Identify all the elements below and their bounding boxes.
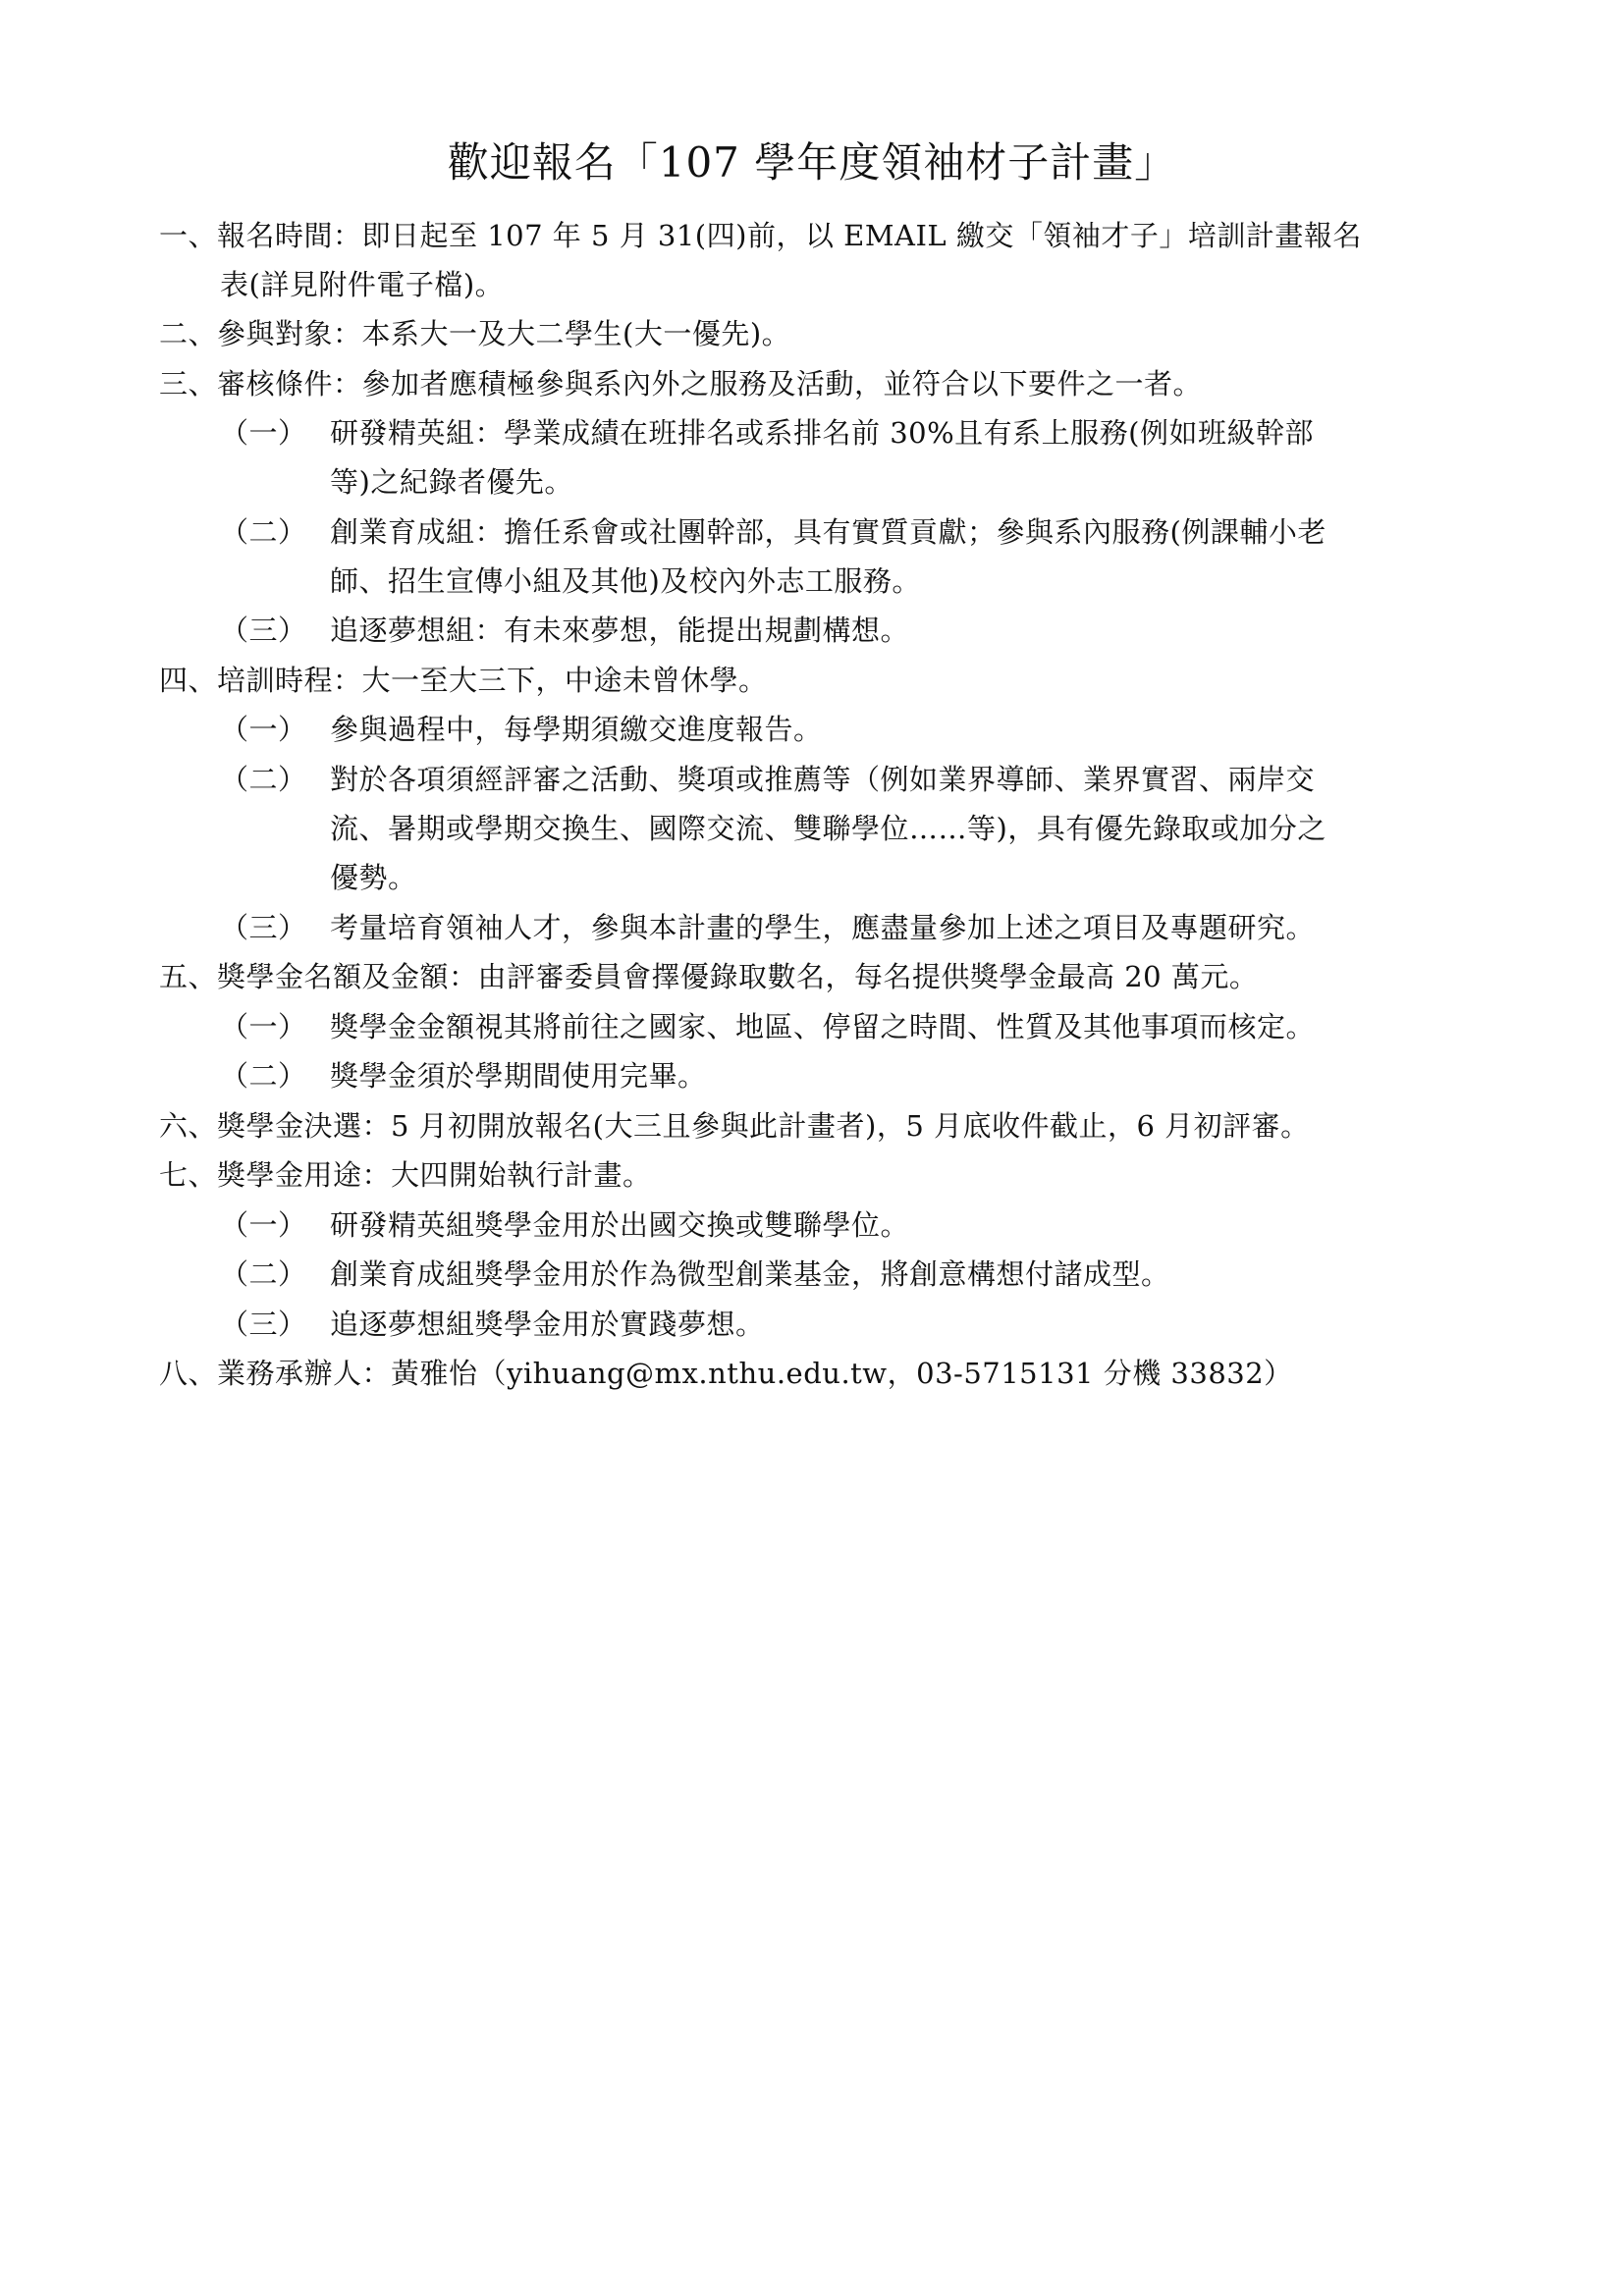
section-3-item-1-text-1: 研發精英組：學業成績在班排名或系排名前 30%且有系上服務(例如班級幹部 — [330, 416, 1314, 450]
section-3-item-2-text-1: 創業育成組：擔任系會或社團幹部，具有實質貢獻；參與系內服務(例課輔小老 — [330, 515, 1326, 549]
section-1-text-1: 報名時間：即日起至 107 年 5 月 31(四)前，以 EMAIL 繳交「領袖才子」培訓計畫報名 — [217, 219, 1362, 252]
section-8-label: 八、 — [159, 1357, 218, 1390]
section-4-item-2-label: （二） — [220, 763, 307, 796]
section-2-text-1: 參與對象：本系大一及大二學生(大一優先)。 — [217, 317, 791, 350]
section-7-label: 七、 — [159, 1158, 218, 1192]
section-6-label: 六、 — [159, 1109, 218, 1143]
section-3-item-2-line-1 — [220, 512, 1326, 552]
section-7-item-2-line-1 — [220, 1255, 1170, 1294]
section-4-item-2-text-2: 流、暑期或學期交換生、國際交流、雙聯學位……等)，具有優先錄取或加分之 — [330, 812, 1326, 845]
section-4-item-1-label: （一） — [220, 713, 307, 746]
section-8-text-1: 業務承辦人：黃雅怡（yihuang@mx.nthu.edu.tw，03-5715131 分機 33832） — [217, 1357, 1293, 1390]
section-4-item-2-line-1 — [220, 760, 1315, 799]
section-5-line-1 — [159, 957, 1258, 996]
section-4-item-1-text-1: 參與過程中，每學期須繳交進度報告。 — [330, 713, 823, 746]
section-3-label: 三、 — [159, 367, 218, 400]
section-6-line-1 — [159, 1106, 1310, 1146]
section-4-item-1-line-1 — [220, 710, 823, 749]
section-5-item-1-line-1 — [220, 1007, 1315, 1046]
section-1-line-1 — [159, 216, 1362, 255]
section-8-line-1 — [159, 1354, 1293, 1393]
section-3-item-3-line-1 — [220, 611, 909, 650]
section-7-line-1 — [159, 1155, 652, 1195]
section-7-item-1-text-1: 研發精英組獎學金用於出國交換或雙聯學位。 — [330, 1208, 910, 1242]
section-7-text-1: 獎學金用途：大四開始執行計畫。 — [217, 1158, 652, 1192]
section-4-text-1: 培訓時程：大一至大三下，中途未曾休學。 — [217, 664, 768, 697]
section-4-item-2-text-1: 對於各項須經評審之活動、獎項或推薦等（例如業界導師、業界實習、兩岸交 — [330, 763, 1316, 796]
section-7-item-1-label: （一） — [220, 1208, 307, 1242]
section-5-item-2-text-1: 獎學金須於學期間使用完畢。 — [330, 1059, 707, 1093]
section-5-item-1-text-1: 獎學金金額視其將前往之國家、地區、停留之時間、性質及其他事項而核定。 — [330, 1010, 1316, 1043]
section-7-item-1-line-1 — [220, 1205, 909, 1245]
section-5-item-1-label: （一） — [220, 1010, 307, 1043]
section-3-item-3-text-1: 追逐夢想組：有未來夢想，能提出規劃構想。 — [330, 614, 910, 647]
section-2-line-1 — [159, 314, 790, 353]
section-3-item-1-label: （一） — [220, 416, 307, 450]
section-3-item-1-line-1 — [220, 413, 1314, 453]
section-6-text-1: 獎學金決選：5 月初開放報名(大三且參與此計畫者)，5 月底收件截止，6 月初評審。 — [217, 1109, 1310, 1143]
section-3-line-1 — [159, 364, 1202, 403]
section-7-item-2-text-1: 創業育成組獎學金用於作為微型創業基金，將創意構想付諸成型。 — [330, 1257, 1170, 1291]
section-7-item-3-text-1: 追逐夢想組獎學金用於實踐夢想。 — [330, 1308, 765, 1341]
section-4-item-3-label: （三） — [220, 911, 307, 944]
section-3-item-1-text-2: 等)之紀錄者優先。 — [330, 465, 573, 499]
section-7-item-3-line-1 — [220, 1305, 765, 1344]
section-4-label: 四、 — [159, 664, 218, 697]
section-3-item-2-text-2: 師、招生宣傳小組及其他)及校內外志工服務。 — [330, 564, 921, 598]
section-1-label: 一、 — [159, 219, 218, 252]
section-3-item-3-label: （三） — [220, 614, 307, 647]
section-5-text-1: 獎學金名額及金額：由評審委員會擇優錄取數名，每名提供獎學金最高 20 萬元。 — [217, 960, 1259, 993]
section-7-item-2-label: （二） — [220, 1257, 307, 1291]
section-2-label: 二、 — [159, 317, 218, 350]
document-title: 歡迎報名「107 學年度領袖材子計畫」 — [447, 138, 1177, 187]
section-5-item-2-label: （二） — [220, 1059, 307, 1093]
section-4-item-3-text-1: 考量培育領袖人才，參與本計畫的學生，應盡量參加上述之項目及專題研究。 — [330, 911, 1316, 944]
section-3-item-2-label: （二） — [220, 515, 307, 549]
section-4-line-1 — [159, 661, 768, 700]
section-7-item-3-label: （三） — [220, 1308, 307, 1341]
section-4-item-3-line-1 — [220, 908, 1315, 947]
section-1-text-2: 表(詳見附件電子檔)。 — [220, 268, 505, 301]
section-3-text-1: 審核條件：參加者應積極參與系內外之服務及活動，並符合以下要件之一者。 — [217, 367, 1203, 400]
section-5-item-2-line-1 — [220, 1056, 707, 1095]
section-4-item-2-text-3: 優勢。 — [330, 861, 417, 894]
section-5-label: 五、 — [159, 960, 218, 993]
